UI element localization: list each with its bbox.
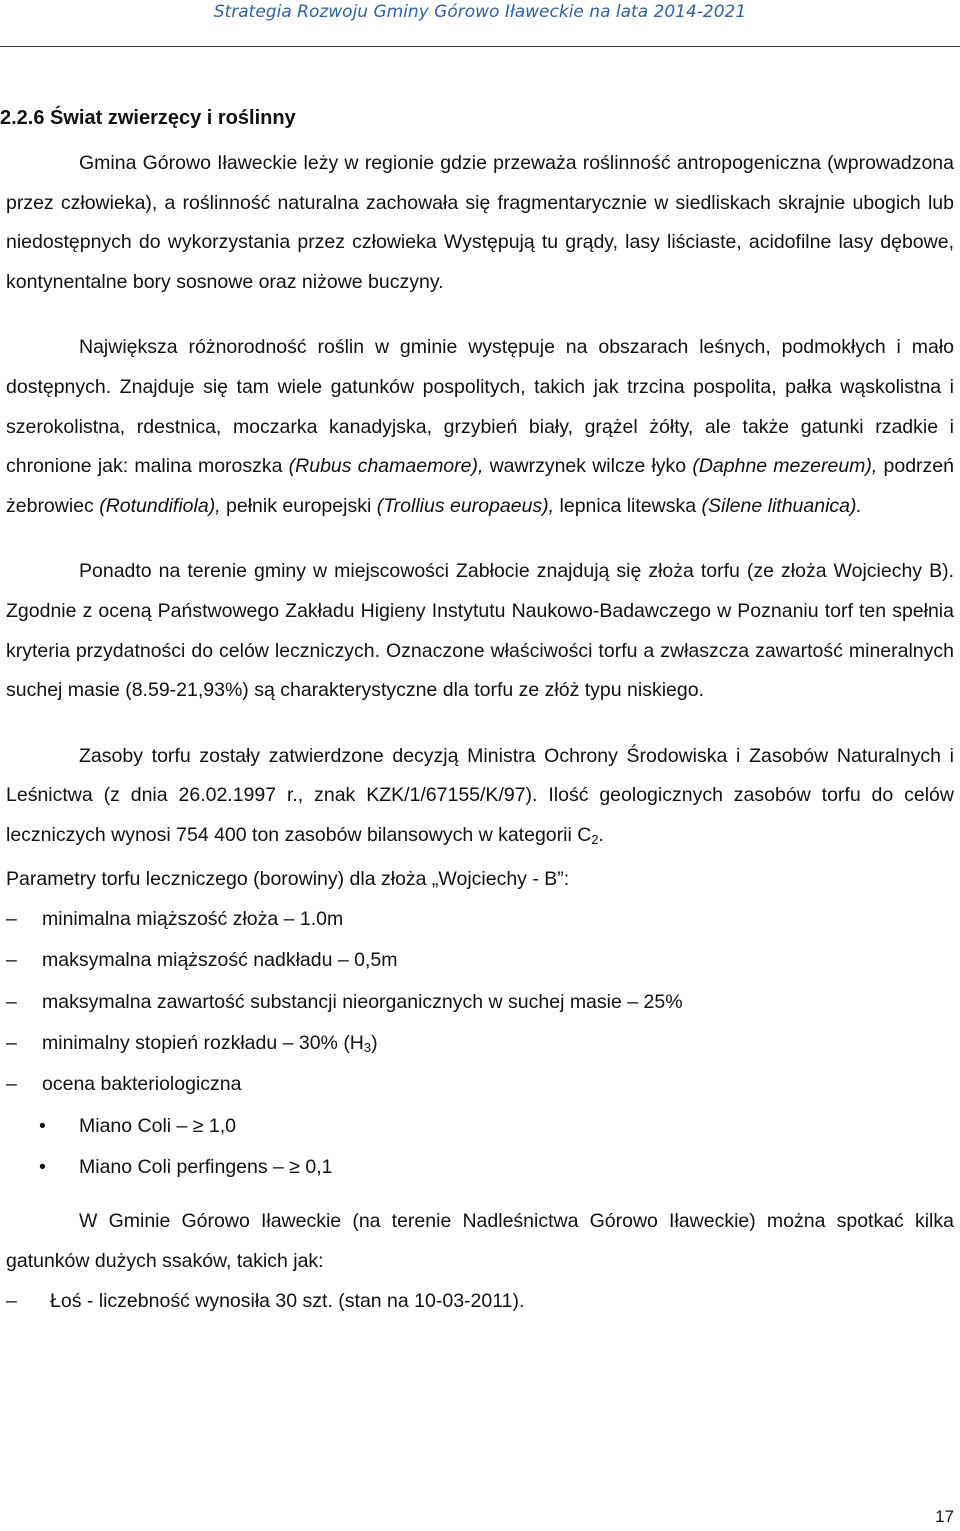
list-item-end: ) (371, 1031, 378, 1054)
species-latin-2: (Daphne mezereum), (692, 455, 878, 478)
header-divider (0, 46, 960, 47)
paragraph-peat-deposits: Ponadto na terenie gminy w miejscowości Zabłocie znajdują się złoża torfu (ze złoża Wojciechy B). Zgodnie z oceną Państwowego Zakładu Higieny Instytutu Naukowo-Badawczego w Poznaniu torf ten spełnia kryteria przydatności do celów leczniczych. Oznaczone właściwości torfu a zwłaszcza zawartość mineralnych suchej masie (8.59-21,93%) są charakterystyczne dla torfu ze złóż typu niskiego. (6, 560, 954, 702)
list-item (6, 940, 954, 981)
peat-resources-text: Zasoby torfu zostały zatwierdzone decyzją Ministra Ochrony Środowiska i Zasobów Naturalnych i Leśnictwa (z dnia 26.02.1997 r., znak KZK/1/67155/K/97). Ilość geologicznych zasobów torfu do celów leczniczych wynosi 754 400 ton zasobów bilansowych w kategorii C (6, 744, 954, 846)
species-text-3: podrzeń żebrowiec (6, 455, 954, 517)
page-content (0, 102, 954, 1323)
list-item-text: minimalna miąższość złoża – 1.0m (42, 908, 344, 931)
mammal-list (6, 1281, 954, 1322)
dash-marker: – (6, 990, 17, 1013)
parameter-list (6, 899, 954, 1105)
dash-marker: – (6, 949, 17, 972)
dash-marker: – (6, 908, 17, 931)
species-latin-3: (Rotundifiola), (99, 494, 221, 517)
section-heading: 2.2.6 Świat zwierzęcy i roślinny (0, 107, 296, 129)
paragraph-mammals: W Gminie Górowo Iławeckie (na terenie Nadleśnictwa Górowo Iławeckie) można spotkać kilka gatunków dużych ssaków, takich jak: (6, 1210, 954, 1272)
list-item (6, 1281, 954, 1322)
species-text-2: wawrzynek wilcze łyko (483, 455, 693, 478)
bullet-marker: • (39, 1155, 46, 1178)
dash-marker: – (6, 1031, 17, 1054)
paragraph-species (6, 328, 954, 526)
list-item (6, 1106, 954, 1147)
list-item-text: ocena bakteriologiczna (42, 1073, 242, 1096)
peat-resources-end: . (598, 823, 604, 846)
dash-marker: – (6, 1290, 17, 1313)
paragraph-peat-parameters: Parametry torfu leczniczego (borowiny) dla złoża „Wojciechy - B”: (6, 867, 570, 890)
document-title: Strategia Rozwoju Gminy Górowo Iławeckie na lata 2014-2021 (213, 2, 747, 22)
list-item (6, 1023, 954, 1064)
list-item (6, 982, 954, 1023)
bullet-marker: • (39, 1114, 46, 1137)
page-number: 17 (935, 1507, 954, 1526)
dash-marker: – (6, 1073, 17, 1096)
category-subscript: 2 (591, 831, 599, 847)
list-item (6, 899, 954, 940)
species-latin-1: (Rubus chamaemore), (288, 455, 484, 478)
paragraph-vegetation: Gmina Górowo Iławeckie leży w regionie gdzie przeważa roślinność antropogeniczna (wprowadzona przez człowieka), a roślinność naturalna zachowała się fragmentarycznie w siedliskach skrajnie ubogich lub niedostępnych do wykorzystania przez człowieka Występują tu grądy, lasy liściaste, acidofilne lasy dębowe, kontynentalne bory sosnowe oraz niżowe buczyny. (6, 152, 954, 293)
humus-subscript: 3 (363, 1039, 372, 1055)
list-item-text: Łoś - liczebność wynosiła 30 szt. (stan na 10-03-2011). (50, 1290, 525, 1313)
list-item-text: Miano Coli – ≥ 1,0 (79, 1114, 237, 1137)
list-item-text: maksymalna zawartość substancji nieorganicznych w suchej masie – 25% (42, 990, 683, 1013)
list-item (6, 1147, 954, 1188)
species-text-1: Największa różnorodność roślin w gminie występuje na obszarach leśnych, podmokłych i mało dostępnych. Znajduje się tam wiele gatunków pospolitych, takich jak trzcina pospolita, pałka wąskolistna i szerokolistna, rdestnica, moczarka kanadyjska, grzybień biały, grążel żółty, ale także gatunki rzadkie i chronione jak: malina moroszka (6, 336, 954, 478)
list-item (6, 1064, 954, 1105)
page-header (0, 0, 960, 52)
list-item-text: Miano Coli perfingens – ≥ 0,1 (79, 1155, 333, 1178)
species-latin-4: (Trollius europaeus), (376, 494, 555, 517)
species-text-5: lepnica litewska (554, 494, 702, 517)
paragraph-peat-resources (6, 737, 954, 856)
list-item-text: minimalny stopień rozkładu – 30% (H (42, 1031, 364, 1054)
list-item-text: maksymalna miąższość nadkładu – 0,5m (42, 949, 398, 972)
species-text-4: pełnik europejski (220, 494, 377, 517)
species-latin-5: (Silene lithuanica). (701, 494, 862, 517)
bacteriology-list (6, 1106, 954, 1189)
